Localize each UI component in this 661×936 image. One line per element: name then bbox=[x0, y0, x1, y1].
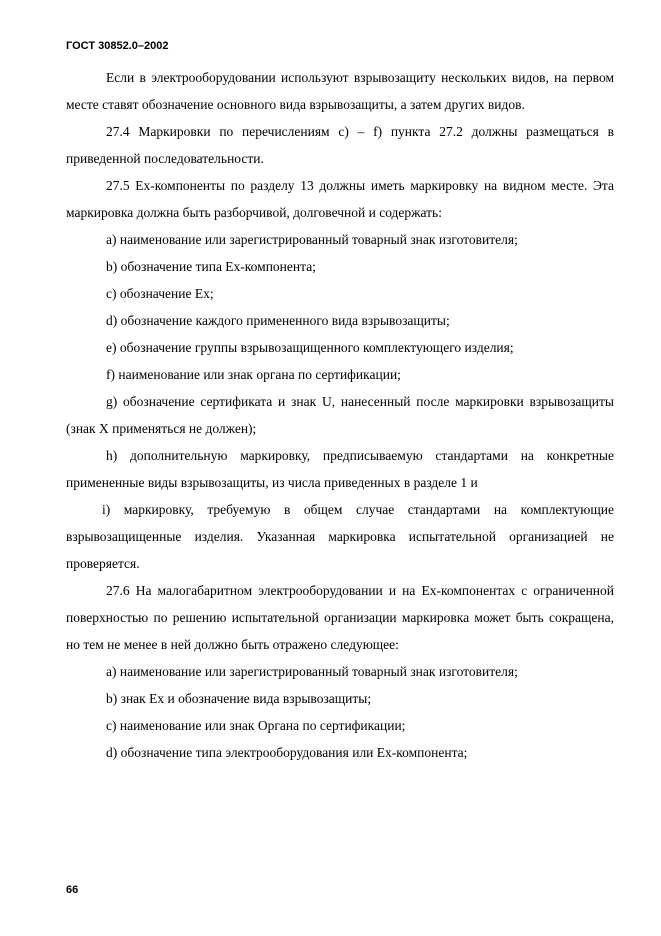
list-item: c) обозначение Ex; bbox=[106, 286, 214, 301]
list-item: b) знак Ex и обозначение вида взрывозащиты; bbox=[106, 691, 372, 706]
paragraph: 27.5 Ex-компоненты по разделу 13 должны иметь маркировку на видном месте. Эта маркировка должна быть разборчивой, долговечной и содержать: bbox=[66, 178, 614, 220]
list-item: a) наименование или зарегистрированный товарный знак изготовителя; bbox=[106, 232, 518, 247]
list-item: g) обозначение сертификата и знак U, нанесенный после маркировки взрывозащиты (знак X применяться не должен); bbox=[66, 394, 614, 436]
list-item: e) обозначение группы взрывозащищенного комплектующего изделия; bbox=[106, 340, 514, 355]
list-item: b) обозначение типа Ex-компонента; bbox=[106, 259, 316, 274]
paragraph: 27.4 Маркировки по перечислениям с) – f) пункта 27.2 должны размещаться в приведенной последовательности. bbox=[66, 124, 614, 166]
page-number: 66 bbox=[66, 884, 79, 896]
list-item: i) маркировку, требуемую в общем случае стандартами на комплектующие взрывозащищенные изделия. Указанная маркировка испытательной организацией не проверяется. bbox=[66, 502, 614, 571]
list-item: c) наименование или знак Органа по сертификации; bbox=[106, 718, 406, 733]
paragraph: Если в электрооборудовании используют взрывозащиту нескольких видов, на первом месте ставят обозначение основного вида взрывозащиты, а затем других видов. bbox=[66, 70, 614, 112]
list-item: d) обозначение типа электрооборудования или Ex-компонента; bbox=[106, 745, 468, 760]
list-item: h) дополнительную маркировку, предписываемую стандартами на конкретные примененные виды взрывозащиты, из числа приведенных в разделе 1 и bbox=[66, 448, 614, 490]
document-body bbox=[66, 64, 614, 766]
paragraph: 27.6 На малогабаритном электрооборудовании и на Ex-компонентах с ограниченной поверхностью по решению испытательной организации маркировка может быть сокращена, но тем не менее в ней должно быть отражено следующее: bbox=[66, 583, 614, 652]
list-item: a) наименование или зарегистрированный товарный знак изготовителя; bbox=[106, 664, 518, 679]
list-item: f) наименование или знак органа по сертификации; bbox=[106, 367, 401, 382]
document-header: ГОСТ 30852.0–2002 bbox=[66, 40, 169, 52]
list-item: d) обозначение каждого примененного вида взрывозащиты; bbox=[106, 313, 450, 328]
